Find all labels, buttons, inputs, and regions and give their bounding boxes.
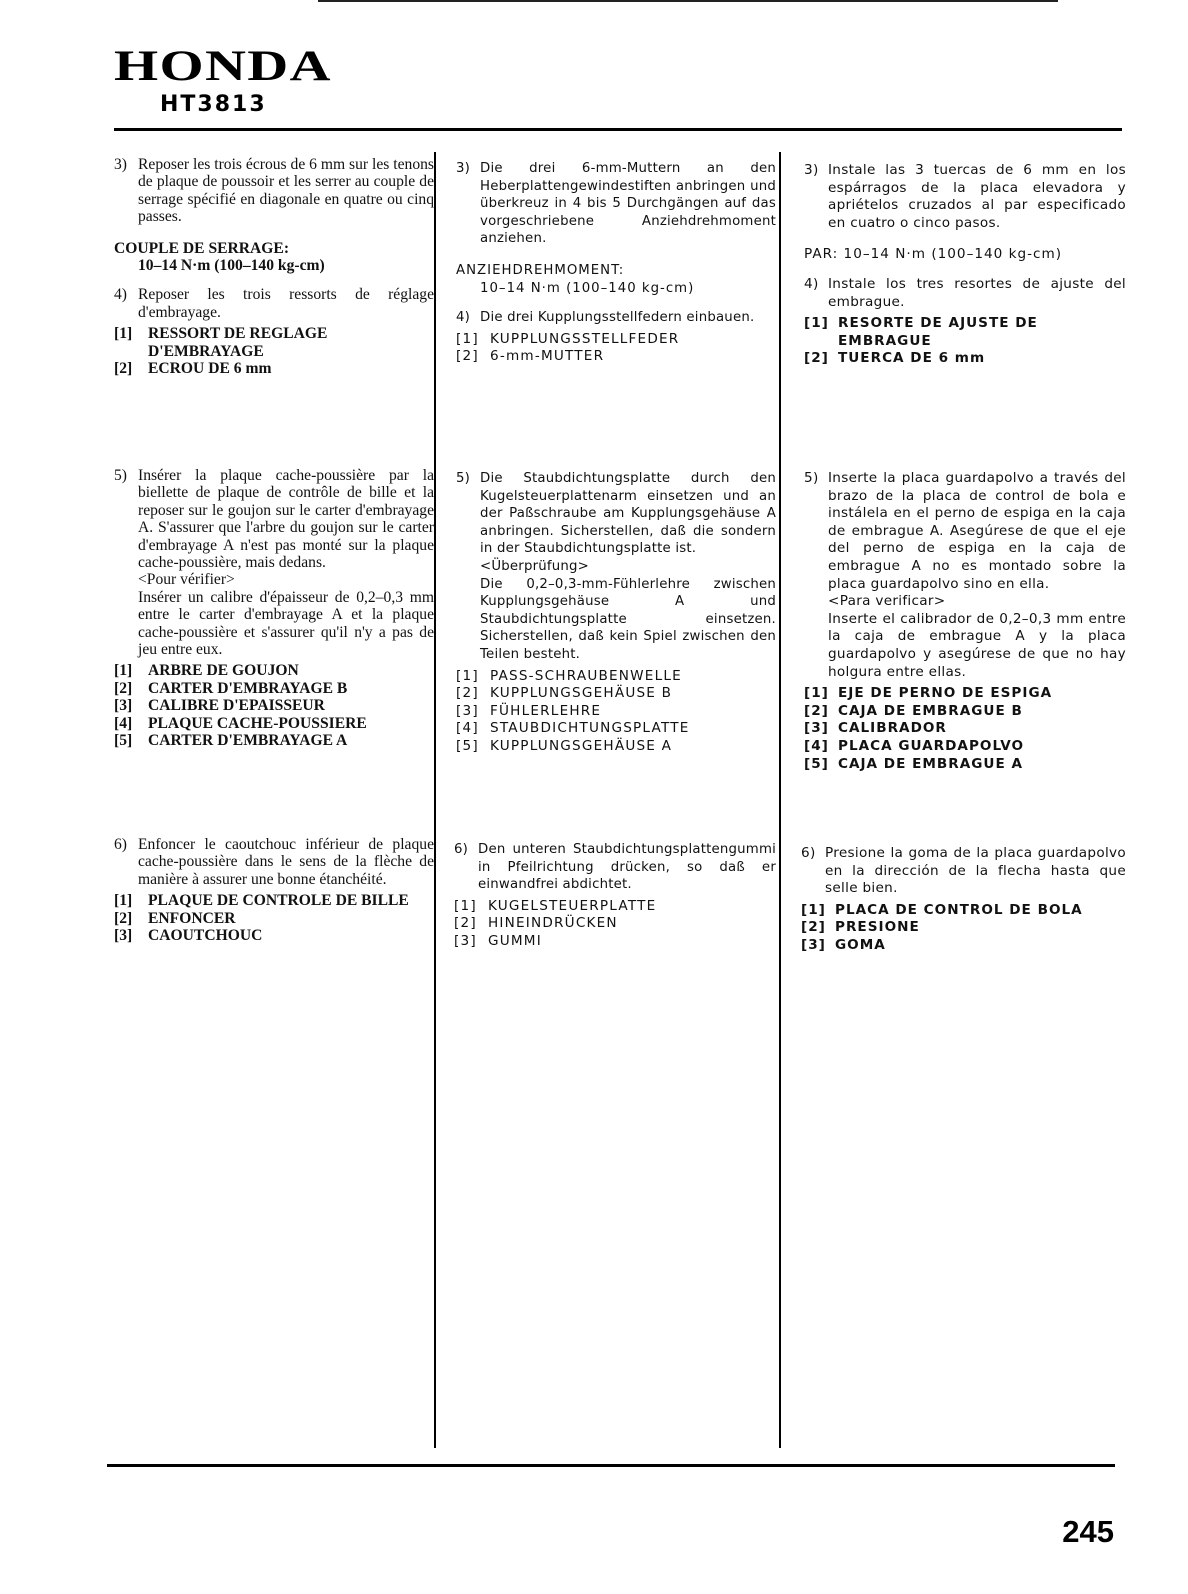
legend-item: [3] CALIBRADOR <box>804 720 947 737</box>
step-number: 4) <box>456 310 471 326</box>
legend-item: [4] STAUBDICHTUNGSPLATTE <box>456 720 690 737</box>
parts-legend <box>804 685 1126 773</box>
torque-spec <box>114 240 434 275</box>
step-text: Die Staubdichtungsplatte durch den Kugelsteuerplattenarm einsetzen und an der Paßschraube am Kupplungsgehäuse A anbringen. Sicherstellen, daß die sondern in der Staubdichtungsplatte ist. <Überprüfung> Die 0,2–0,3-mm-Fühlerlehre zwischen Kupplungsgehäuse A und Staubdichtungsplatte einsetzen. Sicherstellen, daß kein Spiel zwischen den Teilen besteht. <box>480 471 776 662</box>
parts-legend <box>454 898 776 951</box>
legend-item: [2] KUPPLUNGSGEHÄUSE B <box>456 685 673 702</box>
step-number: 5) <box>804 470 819 486</box>
step-6-paragraph <box>801 845 1126 898</box>
step-number: 3) <box>114 156 127 173</box>
parts-legend <box>114 892 434 944</box>
legend-item: [1] PLAQUE DE CONTROLE DE BILLE <box>114 892 409 910</box>
step-number: 4) <box>114 286 127 304</box>
legend-item: [4] PLACA GUARDAPOLVO <box>804 737 1025 754</box>
step-text: Reposer les trois ressorts de réglage d'embrayage. <box>138 286 434 321</box>
legend-item: [5] CAJA DE EMBRAGUE A <box>804 755 1024 772</box>
legend-item: [1] PASS-SCHRAUBENWELLE <box>456 667 682 684</box>
step-number: 3) <box>804 162 819 178</box>
column-divider-right <box>779 152 781 1448</box>
check-heading: <Überprüfung> <box>480 558 590 574</box>
legend-item: [2] PRESIONE <box>801 919 920 936</box>
step-6-paragraph <box>114 836 434 888</box>
step-text: Presione la goma de la placa guardapolvo en la dirección de la flecha hasta que selle bien. <box>825 845 1126 897</box>
legend-item: [3] CALIBRE D'EPAISSEUR <box>114 697 325 715</box>
torque-label: PAR: 10–14 N·m (100–140 kg-cm) <box>804 246 1063 263</box>
step-3-4-french <box>114 156 434 377</box>
parts-legend <box>456 331 776 366</box>
legend-item: [2] CAJA DE EMBRAGUE B <box>804 702 1023 719</box>
legend-item: [2] CARTER D'EMBRAYAGE B <box>114 679 348 697</box>
step-6-paragraph <box>454 841 776 894</box>
legend-item: [1] KUGELSTEUERPLATTE <box>454 897 657 914</box>
legend-item: [5] CARTER D'EMBRAYAGE A <box>114 732 348 750</box>
check-heading: <Pour vérifier> <box>138 571 235 589</box>
step-text: Instale las 3 tuercas de 6 mm en los espárragos de la placa elevadora y apriételos cruzados al par especificado en cuatro o cinco pasos. <box>828 162 1126 231</box>
legend-item: [3] FÜHLERLEHRE <box>456 702 602 719</box>
step-number: 4) <box>804 275 819 292</box>
step-number: 3) <box>456 161 471 176</box>
step-number: 6) <box>801 845 816 861</box>
torque-value: 10–14 N·m (100–140 kg-cm) <box>480 280 695 296</box>
parts-legend <box>804 315 1126 368</box>
parts-legend <box>456 668 776 756</box>
step-3-paragraph <box>456 160 776 248</box>
step-5-paragraph <box>804 470 1126 681</box>
step-text: Den unteren Staubdichtungsplattengummi in Pfeilrichtung drücken, so daß er einwandfrei abdichtet. <box>478 842 776 893</box>
step-text: Reposer les trois écrous de 6 mm sur les tenons de plaque de poussoir et les serrer au couple de serrage spécifié en diagonale en quatre ou cinq passes. <box>138 156 434 226</box>
legend-item: [2] 6-mm-MUTTER <box>456 348 605 365</box>
step-3-paragraph <box>804 162 1126 232</box>
step-text: Inserte la placa guardapolvo a través del brazo de la placa de control de bola e instálela en el perno de espiga en la caja de embrague A. Asegúrese de que el eje del perno de espiga en la caja de embrague A no es montado sobre la placa guardapolvo sino en ella. <Para verificar> Inserte el calibrador de 0,2–0,3 mm entre la caja de embrague A y la placa guardapolvo y asegúrese de que no hay holgura entre ellas. <box>828 470 1126 680</box>
column-divider-left <box>434 152 436 1448</box>
step-3-paragraph <box>114 156 434 226</box>
header-rule <box>114 128 1122 131</box>
legend-item: [2] ENFONCER <box>114 909 236 927</box>
legend-item: [3] CAOUTCHOUC <box>114 927 263 945</box>
legend-item: [1] ARBRE DE GOUJON <box>114 662 299 680</box>
step-text: Die drei Kupplungsstellfedern einbauen. <box>480 310 755 326</box>
step-text: Enfoncer le caoutchouc inférieur de plaque cache-poussière dans le sens de la flèche de manière à assurer une bonne étanchéité. <box>138 836 434 888</box>
step-5-paragraph <box>456 470 776 664</box>
step-6-french <box>114 836 434 944</box>
check-heading: <Para verificar> <box>828 593 946 610</box>
torque-label: COUPLE DE SERRAGE: <box>114 239 290 257</box>
legend-item: [1] RESSORT DE REGLAGE D'EMBRAYAGE <box>114 325 328 360</box>
step-5-german <box>456 470 776 756</box>
legend-item: [1] RESORTE DE AJUSTE DE EMBRAGUE <box>804 315 1038 349</box>
legend-item: [2] HINEINDRÜCKEN <box>454 915 618 932</box>
legend-item: [1] EJE DE PERNO DE ESPIGA <box>804 685 1053 702</box>
legend-item: [1] KUPPLUNGSSTELLFEDER <box>456 330 680 347</box>
legend-item: [3] GUMMI <box>454 932 542 949</box>
step-4-paragraph <box>804 276 1126 311</box>
step-text: Die drei 6-mm-Muttern an den Heberplattengewindestiften anbringen und überkreuz in 4 bis 5 Durchgängen auf das vorgeschriebene Anziehdrehmoment anziehen. <box>480 161 776 247</box>
torque-label: ANZIEHDREHMOMENT: <box>456 262 625 278</box>
legend-item: [5] KUPPLUNGSGEHÄUSE A <box>456 737 673 754</box>
step-5-paragraph <box>114 467 434 658</box>
footer-rule <box>107 1464 1115 1467</box>
torque-value: 10–14 N·m (100–140 kg-cm) <box>138 257 325 275</box>
brand-name: HONDA <box>114 43 332 90</box>
legend-item: [4] PLAQUE CACHE-POUSSIERE <box>114 714 367 732</box>
step-3-4-german <box>456 160 776 366</box>
legend-item: [1] PLACA DE CONTROL DE BOLA <box>801 901 1083 918</box>
step-5-spanish <box>804 470 1126 773</box>
torque-spec <box>804 246 1126 264</box>
legend-item: [2] ECROU DE 6 mm <box>114 360 272 378</box>
parts-legend <box>114 325 434 377</box>
legend-item: [3] GOMA <box>801 936 886 953</box>
model-number: HT3813 <box>160 92 267 117</box>
step-4-paragraph <box>456 309 776 327</box>
step-number: 5) <box>456 471 471 486</box>
top-rule <box>318 0 1058 2</box>
step-4-paragraph <box>114 286 434 321</box>
step-3-4-spanish <box>804 162 1126 368</box>
torque-spec <box>456 262 776 297</box>
step-number: 6) <box>114 836 127 853</box>
parts-legend <box>801 902 1126 955</box>
step-text: Insérer la plaque cache-poussière par la biellette de plaque de contrôle de bille et la reposer sur le goujon sur le carter d'embrayage A. S'assurer que l'arbre du goujon sur le carter d'embrayage A n'est pas monté sur la plaque cache-poussière, mais dedans. <Pour vérifier> Insérer un calibre d'épaisseur de 0,2–0,3 mm entre le carter d'embrayage A et la plaque cache-poussière et s'assurer qu'il n'y a pas de jeu entre eux. <box>138 467 434 659</box>
step-text: Instale los tres resortes de ajuste del embrague. <box>828 275 1126 310</box>
step-6-spanish <box>801 845 1126 955</box>
page-number: 245 <box>1062 1514 1114 1549</box>
legend-item: [2] TUERCA DE 6 mm <box>804 350 986 367</box>
step-5-french <box>114 467 434 750</box>
step-number: 5) <box>114 467 127 484</box>
step-6-german <box>454 841 776 951</box>
honda-logo <box>114 43 332 90</box>
step-number: 6) <box>454 842 469 857</box>
parts-legend <box>114 662 434 749</box>
